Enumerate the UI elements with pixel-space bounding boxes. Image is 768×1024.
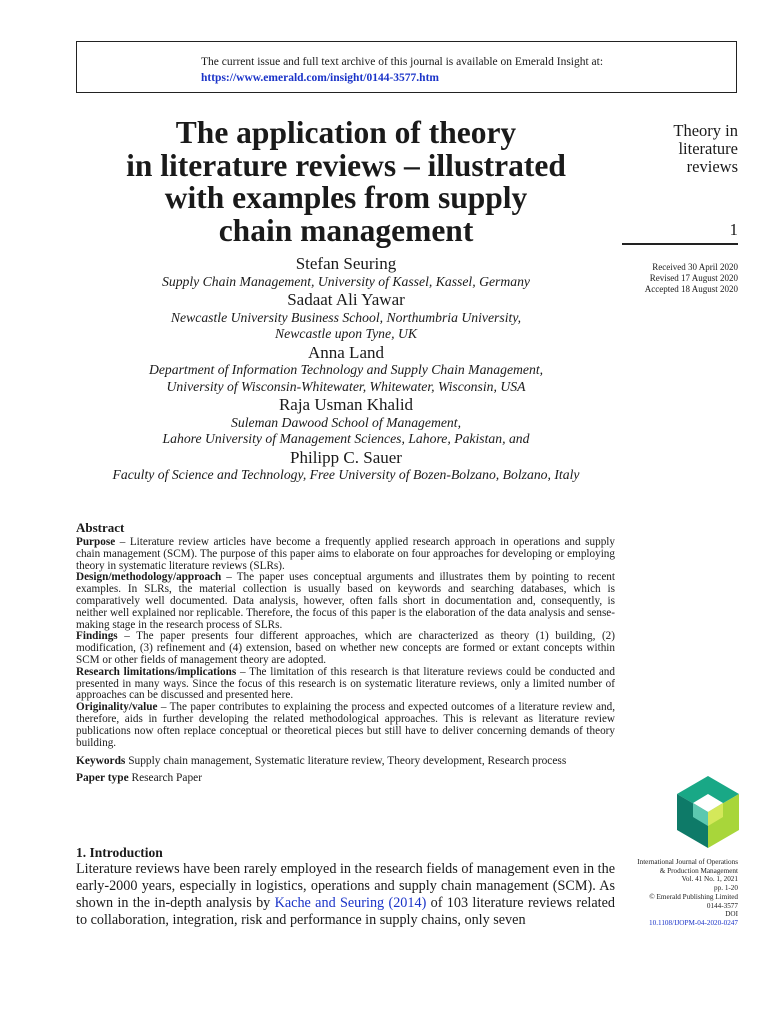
paper-type-label: Paper type — [76, 771, 129, 784]
author-name: Philipp C. Sauer — [290, 447, 402, 467]
keywords-block — [76, 753, 615, 786]
author-name: Sadaat Ali Yawar — [287, 290, 405, 309]
received-date: Received 30 April 2020 — [652, 262, 738, 272]
author-affiliation: Lahore University of Management Sciences, Lahore, Pakistan, and — [162, 431, 530, 446]
abstract-design — [76, 572, 615, 631]
paper-title — [76, 117, 616, 247]
margin-divider — [622, 243, 738, 245]
abstract-originality — [76, 702, 615, 749]
title-line: in literature reviews – illustrated — [126, 147, 566, 183]
paper-type-line — [76, 770, 615, 787]
journal-info-line: Vol. 41 No. 1, 2021 — [681, 875, 738, 884]
running-head-line: Theory in — [673, 121, 738, 140]
intro-text: of 103 literature reviews related to collaboration, integration, risk and performance in supply chains, only seven — [76, 895, 615, 928]
keywords-line — [76, 753, 615, 770]
abstract-section-label: Design/methodology/approach — [76, 571, 222, 584]
abstract-section-label: Purpose — [76, 536, 116, 548]
abstract-section-label: Findings — [76, 630, 118, 643]
author-affiliation: Newcastle University Business School, Northumbria University, — [170, 309, 522, 325]
author-affiliation: Department of Information Technology and Supply Chain Management, — [148, 362, 544, 377]
abstract — [76, 519, 615, 786]
abstract-section-label: Originality/value — [76, 701, 158, 714]
journal-info — [618, 858, 738, 928]
author-affiliation: University of Wisconsin-Whitewater, Whitewater, Wisconsin, USA — [166, 378, 526, 394]
abstract-purpose — [76, 537, 615, 572]
journal-info-line: & Production Management — [659, 866, 738, 875]
citation-link[interactable]: Kache and Seuring (2014) — [274, 895, 427, 911]
abstract-section-text: – The limitation of this research is that literature reviews could be conducted and presented in many ways. Since the focus of this research is on systematic literature reviews, only a limited number of approaches can be discussed and presented here. — [76, 665, 615, 702]
doi-label: DOI — [725, 910, 738, 919]
keywords-text: Supply chain management, Systematic literature review, Theory development, Research process — [125, 755, 567, 768]
journal-info-line: pp. 1-20 — [714, 884, 738, 893]
doi-line — [618, 910, 738, 927]
author-affiliation: Suleman Dawood School of Management, — [231, 414, 461, 430]
paper-type-text: Research Paper — [128, 771, 202, 784]
running-head-line: literature — [678, 139, 738, 158]
journal-info-line: © Emerald Publishing Limited — [649, 892, 738, 901]
journal-archive-banner — [76, 41, 737, 93]
journal-info-line: International Journal of Operations — [637, 858, 738, 866]
journal-url-link[interactable]: https://www.emerald.com/insight/0144-3577.htm — [201, 72, 439, 84]
introduction-heading: 1. Introduction — [76, 845, 163, 860]
journal-info-line: 0144-3577 — [706, 901, 738, 910]
abstract-section-text: – The paper uses conceptual arguments and illustrates them by pointing to recent examples. In SLRs, the material collection is usually based on keywords and searching databases, which is comparatively well documented. Data analysis, however, often falls short in documentation and, consequently, is neither well explained nor replicable. Therefore, the focus of this paper is the elaboration of the data analysis and sense-making stage in the research process of SLRs. — [76, 571, 615, 631]
page-number: 1 — [729, 220, 738, 239]
author-name: Anna Land — [307, 342, 384, 362]
running-head-line: reviews — [686, 157, 738, 176]
author-name: Stefan Seuring — [295, 254, 397, 273]
author-affiliation: Faculty of Science and Technology, Free University of Bozen-Bolzano, Bolzano, Italy — [112, 467, 580, 482]
article-dates — [622, 262, 738, 295]
title-line: chain management — [218, 212, 474, 248]
doi-link[interactable]: 10.1108/IJOPM-04-2020-0247 — [649, 918, 738, 927]
intro-text: Literature reviews have been rarely employed in the research fields of management even in the early-2000 years, especially in logistics, operations and supply chain management (SCM). As shown in the in-depth analysis by — [76, 861, 615, 911]
abstract-limitations — [76, 667, 615, 702]
abstract-section-text: – Literature review articles have become a frequently applied research approach in operations and supply chain management (SCM). The purpose of this paper aims to elaborate on four approaches for developing or employing theory in systematic literature reviews (SLRs). — [76, 536, 615, 572]
introduction-section — [76, 845, 615, 929]
author-affiliation: Supply Chain Management, University of Kassel, Kassel, Germany — [162, 273, 530, 289]
author-list — [60, 254, 632, 484]
running-head — [622, 122, 738, 176]
abstract-section-text: – The paper contributes to explaining the process and expected outcomes of a literature review and, therefore, aids in further developing the related methodological approaches. This is relevant as literature review publications now often replace conceptual or theoretical pieces but still have to deliver concerning demands of theory building. — [76, 701, 615, 749]
revised-date: Revised 17 August 2020 — [649, 273, 738, 283]
accepted-date: Accepted 18 August 2020 — [644, 284, 738, 294]
emerald-logo-icon — [677, 776, 739, 848]
abstract-section-text: – The paper presents four different approaches, which are characterized as theory (1) building, (2) modification, (3) refinement and (4) extension, based on whether new concepts are formed or extant concepts within SCM or other fields of management theory are adopted. — [76, 630, 615, 666]
title-line: The application of theory — [175, 115, 517, 150]
title-line: with examples from supply — [164, 180, 528, 215]
introduction-paragraph — [76, 861, 615, 929]
abstract-findings — [76, 631, 615, 666]
author-affiliation: Newcastle upon Tyne, UK — [275, 326, 417, 341]
abstract-section-label: Research limitations/implications — [76, 665, 237, 678]
banner-text: The current issue and full text archive of this journal is available on Emerald Insight at: — [201, 56, 604, 68]
abstract-heading: Abstract — [76, 520, 125, 535]
keywords-label: Keywords — [76, 755, 126, 768]
author-name: Raja Usman Khalid — [278, 395, 414, 414]
